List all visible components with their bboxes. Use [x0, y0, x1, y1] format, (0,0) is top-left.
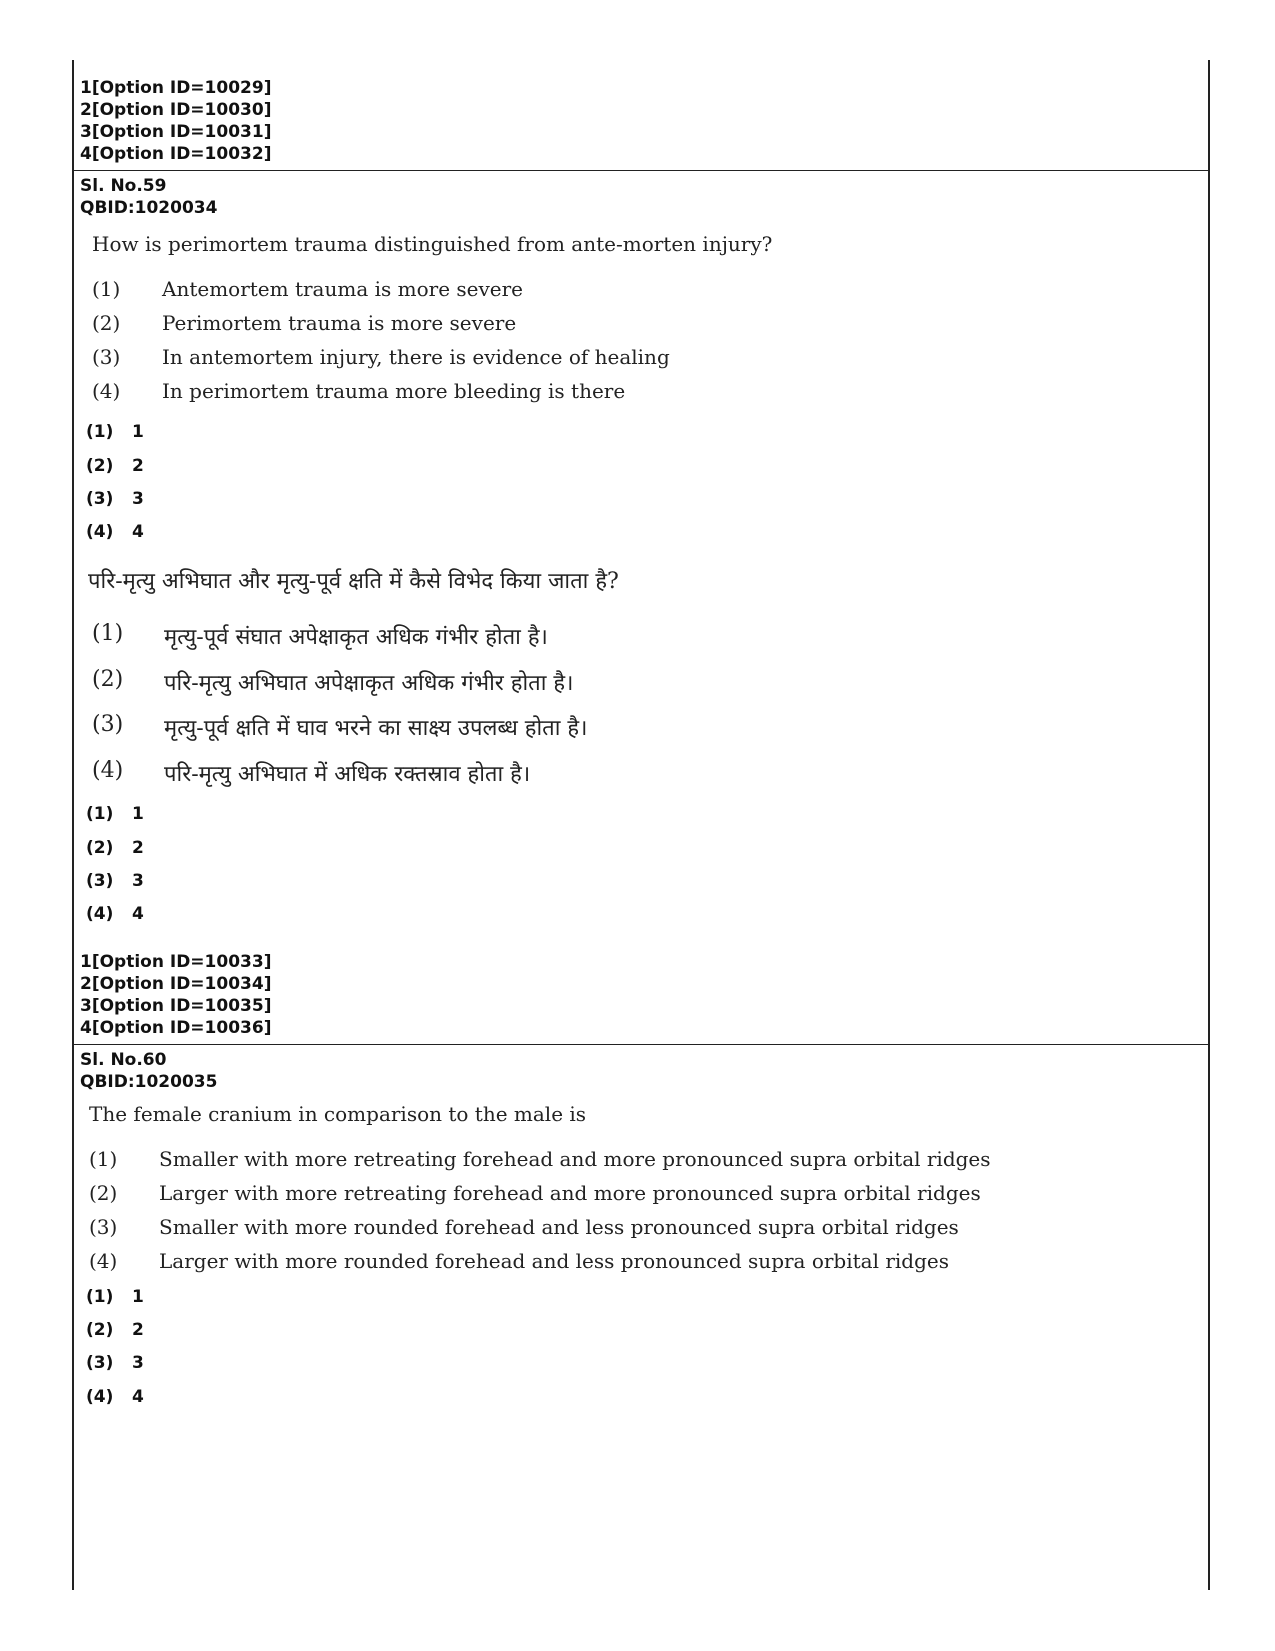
answer-value: 2	[132, 1320, 144, 1340]
q59-answer-choice-en[interactable]	[86, 421, 144, 443]
option-text: Antemortem trauma is more severe	[162, 277, 524, 301]
option-number: (4)	[92, 379, 121, 403]
option-number: (2)	[92, 667, 124, 692]
option-id-line: 2[Option ID=10030]	[80, 100, 272, 120]
option-number: (4)	[89, 1249, 118, 1273]
answer-label: (1)	[86, 804, 114, 824]
option-number: (4)	[92, 758, 124, 783]
q59-question-hi: परि-मृत्यु अभिघात और मृत्यु-पूर्व क्षति में कैसे विभेद किया जाता है?	[88, 569, 619, 594]
option-text: Perimortem trauma is more severe	[162, 311, 517, 335]
q59-header	[80, 175, 217, 219]
option-number: (3)	[89, 1215, 118, 1239]
q59-answer-choice-en[interactable]	[86, 521, 144, 543]
answer-value: 2	[132, 838, 144, 858]
answer-label: (4)	[86, 1387, 114, 1407]
answer-value: 4	[132, 1387, 144, 1407]
answer-label: (3)	[86, 1353, 114, 1373]
option-number: (2)	[89, 1181, 118, 1205]
q59-sl-no: Sl. No.59	[80, 176, 167, 196]
answer-value: 1	[132, 422, 144, 442]
answer-label: (2)	[86, 838, 114, 858]
answer-value: 3	[132, 871, 144, 891]
q59-option-ids	[80, 951, 271, 1039]
option-number: (3)	[92, 345, 121, 369]
answer-value: 4	[132, 904, 144, 924]
option-id-line: 1[Option ID=10029]	[80, 78, 272, 98]
option-number: (2)	[92, 311, 121, 335]
answer-value: 1	[132, 1287, 144, 1307]
option-text: In antemortem injury, there is evidence of healing	[162, 345, 670, 369]
option-text: Larger with more retreating forehead and more pronounced supra orbital ridges	[159, 1181, 981, 1205]
q59-answer-choice-hi[interactable]	[86, 903, 144, 925]
answer-value: 1	[132, 804, 144, 824]
q60-header	[80, 1049, 217, 1093]
answer-label: (3)	[86, 489, 114, 509]
q60-qbid: QBID:1020035	[80, 1072, 218, 1092]
option-text: Larger with more rounded forehead and less pronounced supra orbital ridges	[159, 1249, 950, 1273]
option-id-line: 1[Option ID=10033]	[80, 952, 272, 972]
q59-qbid: QBID:1020034	[80, 198, 218, 218]
option-id-line: 4[Option ID=10036]	[80, 1018, 272, 1038]
q60-answer-choice[interactable]	[86, 1319, 144, 1341]
q59-answer-choice-en[interactable]	[86, 488, 144, 510]
option-text: मृत्यु-पूर्व संघात अपेक्षाकृत अधिक गंभीर होता है।	[164, 625, 548, 650]
q60-sl-no: Sl. No.60	[80, 1050, 167, 1070]
answer-label: (1)	[86, 422, 114, 442]
option-number: (3)	[92, 712, 124, 737]
option-id-line: 3[Option ID=10031]	[80, 122, 272, 142]
answer-value: 2	[132, 456, 144, 476]
option-text: परि-मृत्यु अभिघात में अधिक रक्तस्राव होता है।	[164, 762, 531, 787]
answer-value: 3	[132, 1353, 144, 1373]
answer-value: 3	[132, 489, 144, 509]
option-text: परि-मृत्यु अभिघात अपेक्षाकृत अधिक गंभीर होता है।	[164, 671, 574, 696]
option-text: Smaller with more retreating forehead and more pronounced supra orbital ridges	[159, 1147, 991, 1171]
q59-question-en: How is perimortem trauma distinguished from ante-morten injury?	[92, 232, 773, 256]
q59-answer-choice-hi[interactable]	[86, 870, 144, 892]
q59-answer-choice-en[interactable]	[86, 455, 144, 477]
answer-label: (1)	[86, 1287, 114, 1307]
option-number: (1)	[92, 277, 121, 301]
q60-answer-choice[interactable]	[86, 1286, 144, 1308]
q59-answer-choice-hi[interactable]	[86, 837, 144, 859]
separator	[72, 1044, 1210, 1045]
option-number: (1)	[92, 621, 124, 646]
answer-value: 4	[132, 522, 144, 542]
option-text: Smaller with more rounded forehead and less pronounced supra orbital ridges	[159, 1215, 959, 1239]
q60-answer-choice[interactable]	[86, 1386, 144, 1408]
answer-label: (4)	[86, 522, 114, 542]
q59-answer-choice-hi[interactable]	[86, 803, 144, 825]
prev-option-ids	[80, 77, 271, 165]
q60-answer-choice[interactable]	[86, 1352, 144, 1374]
option-text: मृत्यु-पूर्व क्षति में घाव भरने का साक्ष्य उपलब्ध होता है।	[164, 716, 588, 741]
option-id-line: 2[Option ID=10034]	[80, 974, 272, 994]
option-id-line: 4[Option ID=10032]	[80, 144, 272, 164]
option-number: (1)	[89, 1147, 118, 1171]
q60-question-en: The female cranium in comparison to the male is	[89, 1102, 587, 1126]
option-text: In perimortem trauma more bleeding is there	[162, 379, 626, 403]
answer-label: (3)	[86, 871, 114, 891]
answer-label: (4)	[86, 904, 114, 924]
option-id-line: 3[Option ID=10035]	[80, 996, 272, 1016]
answer-label: (2)	[86, 1320, 114, 1340]
answer-label: (2)	[86, 456, 114, 476]
separator	[72, 170, 1210, 171]
